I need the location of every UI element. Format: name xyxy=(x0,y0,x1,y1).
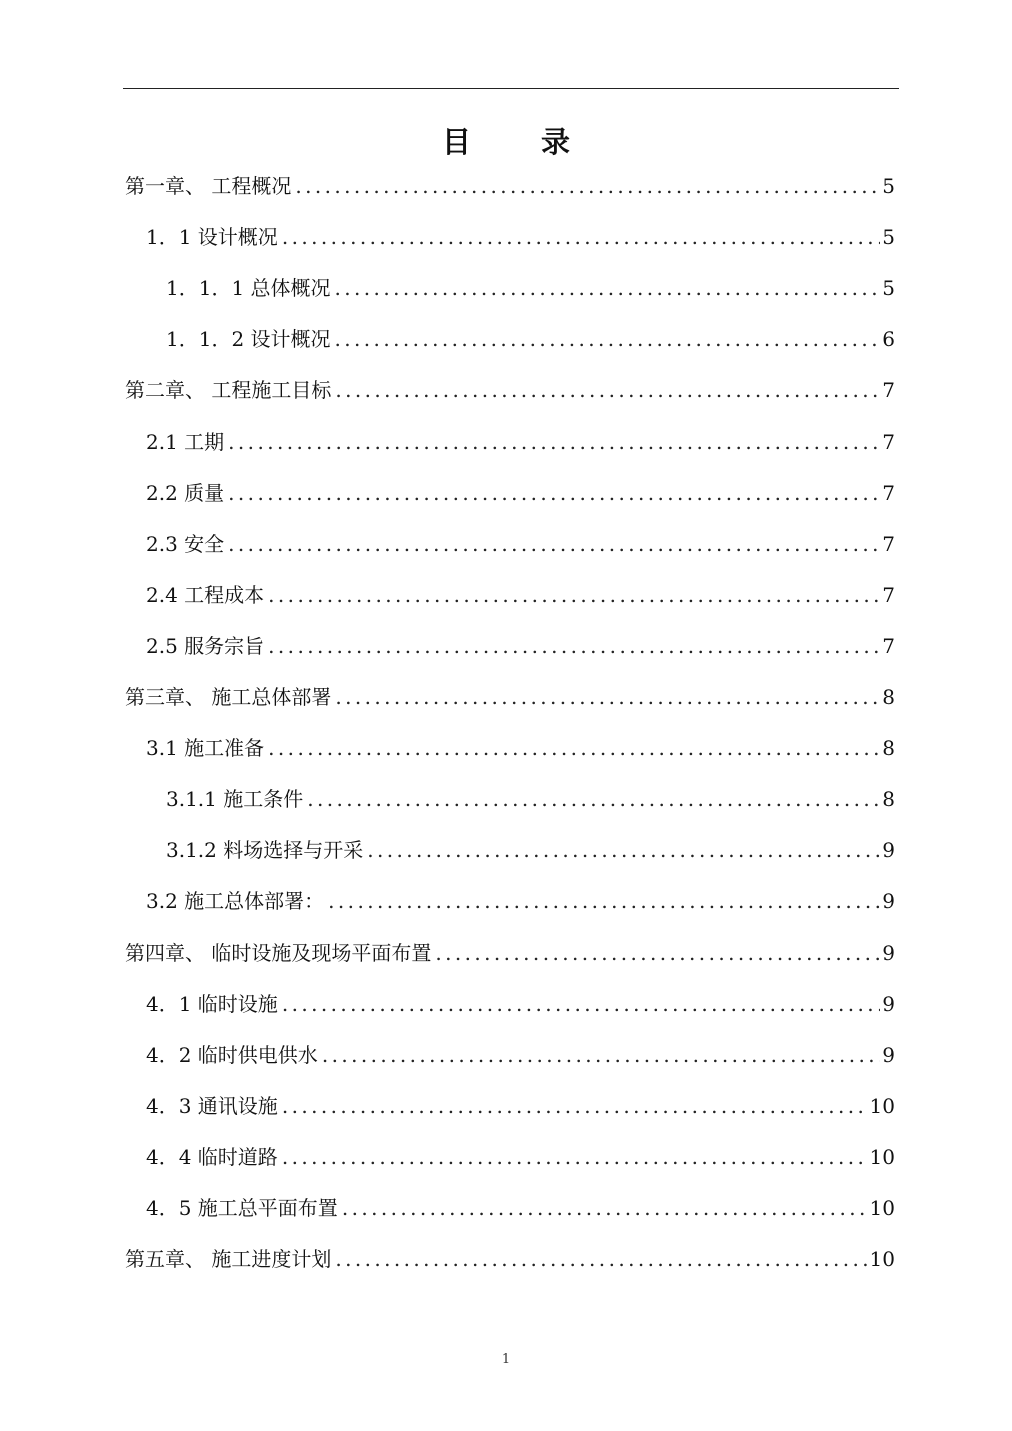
toc-entry-label: 第二章、 工程施工目标 xyxy=(125,378,332,403)
toc-leader-dots xyxy=(335,679,880,715)
toc-entry[interactable] xyxy=(146,526,895,562)
toc-leader-dots xyxy=(342,1190,868,1226)
toc-entry[interactable] xyxy=(125,168,895,204)
toc-leader-dots xyxy=(328,883,880,919)
toc-entry-label: 1．1 设计概况 xyxy=(146,225,278,250)
toc-entry-page: 7 xyxy=(882,480,895,505)
toc-entry-label: 2.3 安全 xyxy=(146,531,225,556)
toc-entry-page: 10 xyxy=(869,1196,895,1220)
toc-entry[interactable] xyxy=(146,1037,895,1073)
toc-leader-dots xyxy=(367,832,880,868)
toc-entry-page: 9 xyxy=(882,838,895,863)
toc-entry-label: 第四章、 临时设施及现场平面布置 xyxy=(125,940,432,965)
toc-entry-page: 7 xyxy=(882,582,895,607)
toc-entry[interactable] xyxy=(166,832,895,868)
toc-entry[interactable] xyxy=(146,1139,895,1175)
toc-entry-label: 第一章、 工程概况 xyxy=(125,174,292,198)
toc-entry-label: 3.2 施工总体部署： xyxy=(146,889,325,914)
toc-entry-page: 9 xyxy=(882,991,895,1016)
toc-leader-dots xyxy=(335,1241,867,1277)
toc-entry-label: 3.1.2 料场选择与开采 xyxy=(166,838,364,863)
toc-entry[interactable] xyxy=(146,475,895,511)
toc-entry-page: 7 xyxy=(882,378,895,403)
toc-entry[interactable] xyxy=(146,1088,895,1124)
toc-leader-dots xyxy=(335,321,881,357)
toc-entry-page: 5 xyxy=(882,276,895,301)
toc-entry-label: 1．1．1 总体概况 xyxy=(166,276,331,301)
toc-leader-dots xyxy=(282,1139,868,1175)
toc-entry[interactable] xyxy=(146,219,895,255)
toc-entry-page: 9 xyxy=(882,1042,895,1067)
toc-entry[interactable] xyxy=(146,628,895,664)
toc-entry-page: 10 xyxy=(869,1144,895,1169)
toc-leader-dots xyxy=(295,168,880,204)
toc-entry[interactable] xyxy=(146,986,895,1022)
toc-entry-label: 3.1.1 施工条件 xyxy=(166,787,304,812)
toc-leader-dots xyxy=(307,781,880,817)
toc-entry-label: 2.4 工程成本 xyxy=(146,582,265,607)
toc-entry[interactable] xyxy=(166,321,895,357)
toc-entry-page: 7 xyxy=(882,633,895,658)
toc-leader-dots xyxy=(435,935,880,971)
toc-entry[interactable] xyxy=(146,730,895,766)
toc-leader-dots xyxy=(335,372,880,408)
toc-entry-page: 5 xyxy=(882,225,895,250)
toc-entry-label: 4．2 临时供电供水 xyxy=(146,1042,318,1067)
toc-entry[interactable] xyxy=(146,424,895,460)
toc-entry-label: 第五章、 施工进度计划 xyxy=(125,1247,332,1272)
toc-entry-page: 7 xyxy=(882,531,895,556)
toc-entry[interactable] xyxy=(166,270,895,306)
toc-entry-label: 4．3 通讯设施 xyxy=(146,1093,278,1118)
toc-entry[interactable] xyxy=(125,679,895,715)
toc-leader-dots xyxy=(228,424,880,460)
toc-leader-dots xyxy=(268,628,880,664)
toc-entry-label: 4．1 临时设施 xyxy=(146,991,278,1016)
toc-entry-page: 10 xyxy=(869,1247,895,1272)
toc-entry-page: 7 xyxy=(882,429,895,454)
toc-leader-dots xyxy=(268,577,880,613)
toc-leader-dots xyxy=(228,526,880,562)
toc-entry[interactable] xyxy=(166,781,895,817)
toc-leader-dots xyxy=(228,475,880,511)
toc-entry[interactable] xyxy=(146,577,895,613)
toc-leader-dots xyxy=(282,219,880,255)
header-rule xyxy=(123,88,899,89)
toc-entry-label: 2.2 质量 xyxy=(146,480,225,505)
toc-leader-dots xyxy=(268,730,880,766)
toc-entry-page: 10 xyxy=(869,1093,895,1118)
toc-entry-label: 2.5 服务宗旨 xyxy=(146,633,265,658)
toc-leader-dots xyxy=(282,1088,868,1124)
toc-entry-label: 4．4 临时道路 xyxy=(146,1144,278,1169)
toc-entry-page: 8 xyxy=(882,787,895,812)
toc-title: 目 录 xyxy=(441,125,601,159)
toc-entry[interactable] xyxy=(125,935,895,971)
page-number: 1 xyxy=(501,1352,511,1367)
toc-entry-label: 3.1 施工准备 xyxy=(146,736,265,761)
toc-entry-label: 第三章、 施工总体部署 xyxy=(125,685,332,709)
toc-leader-dots xyxy=(322,1037,880,1073)
toc-entry-page: 8 xyxy=(882,736,895,761)
toc-entry-label: 4．5 施工总平面布置 xyxy=(146,1196,338,1220)
toc-leader-dots xyxy=(335,270,881,306)
toc-entry-page: 9 xyxy=(882,889,895,914)
toc-entry[interactable] xyxy=(146,883,895,919)
toc-entry[interactable] xyxy=(125,372,895,408)
toc-entry[interactable] xyxy=(146,1190,895,1226)
toc-entry-page: 5 xyxy=(882,174,895,198)
toc-entry-page: 6 xyxy=(882,327,895,352)
toc-entry-page: 8 xyxy=(882,685,895,709)
toc-entry-label: 1．1．2 设计概况 xyxy=(166,327,331,352)
toc-entry-label: 2.1 工期 xyxy=(146,429,225,454)
toc-entry-page: 9 xyxy=(882,940,895,965)
toc-leader-dots xyxy=(282,986,880,1022)
toc-entry[interactable] xyxy=(125,1241,895,1277)
